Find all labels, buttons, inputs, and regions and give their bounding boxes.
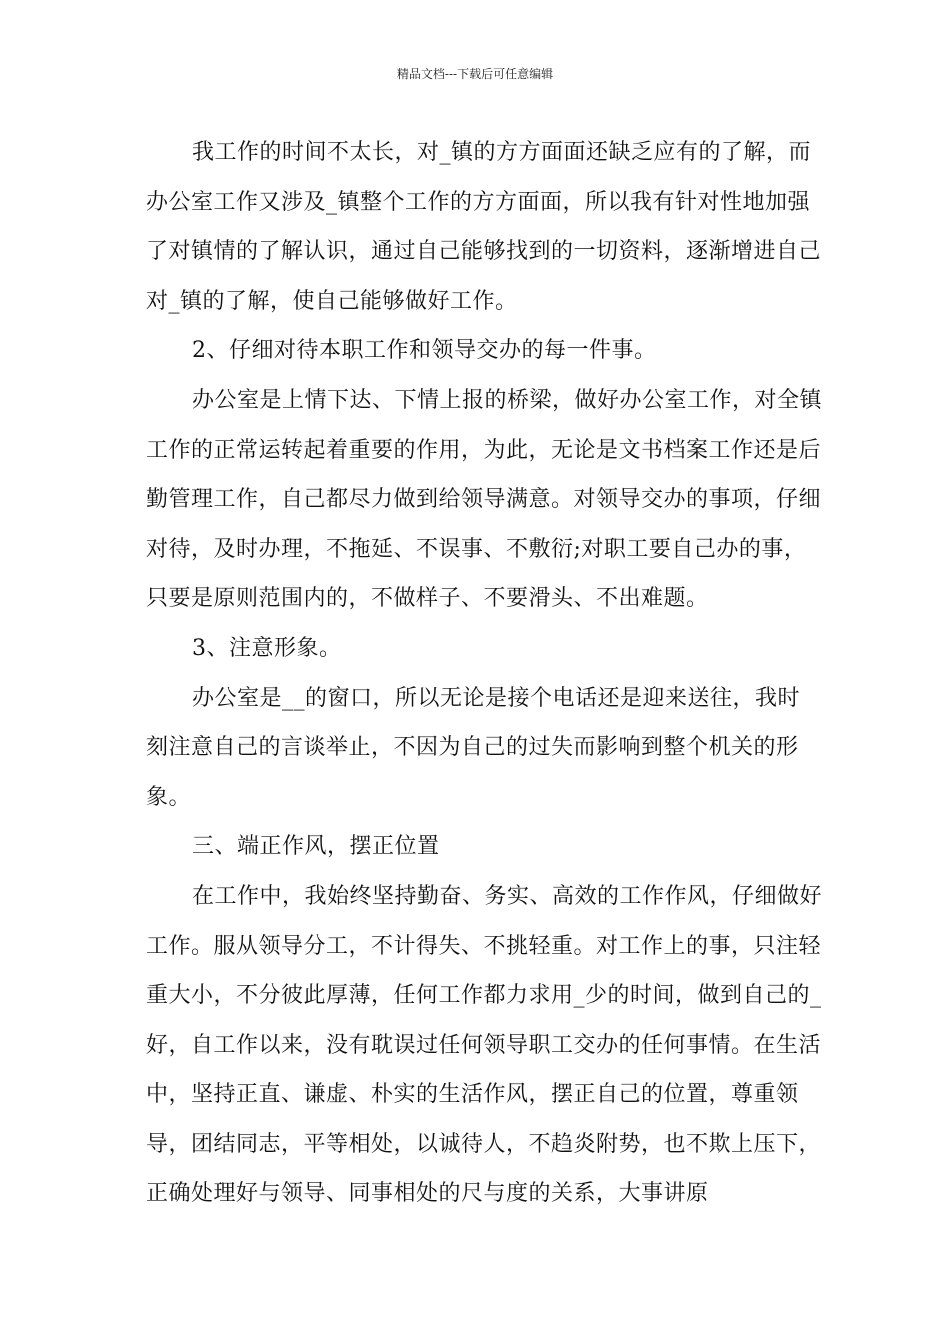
paragraph-understanding-town: 我工作的时间不太长，对_镇的方方面面还缺乏应有的了解，而办公室工作又涉及_镇整个工作的方方面面，所以我有针对性地加强了对镇情的了解认识，通过自己能够找到的一切资料，逐渐增进自己对_镇的了解，使自己能够做好工作。	[146, 140, 822, 314]
document-body	[146, 128, 822, 1219]
paragraph-work-attitude: 在工作中，我始终坚持勤奋、务实、高效的工作作风，仔细做好工作。服从领导分工，不计得失、不挑轻重。对工作上的事，只注轻重大小，不分彼此厚薄，任何工作都力求用_少的时间，做到自己的_好，自工作以来，没有耽误过任何领导职工交办的任何事情。在生活中，坚持正直、谦虚、朴实的生活作风，摆正自己的位置，尊重领导，团结同志，平等相处，以诚待人，不趋炎附势，也不欺上压下，正确处理好与领导、同事相处的尺与度的关系，大事讲原	[146, 883, 823, 1207]
heading-image: 3、注意形象。	[192, 635, 342, 661]
paragraph-office-window: 办公室是__的窗口，所以无论是接个电话还是迎来送往，我时刻注意自己的言谈举止，不因为自己的过失而影响到整个机关的形象。	[146, 685, 801, 810]
page-header: 精品文档---下载后可任意编辑	[396, 67, 554, 81]
heading-work-style: 三、端正作风，摆正位置	[192, 834, 440, 860]
heading-careful-work: 2、仔细对待本职工作和领导交办的每一件事。	[192, 338, 657, 364]
paragraph-office-bridge: 办公室是上情下达、下情上报的桥梁，做好办公室工作，对全镇工作的正常运转起着重要的作用，为此，无论是文书档案工作还是后勤管理工作，自己都尽力做到给领导满意。对领导交办的事项，仔细对待，及时办理，不拖延、不误事、不敷衍;对职工要自己办的事，只要是原则范围内的，不做样子、不要滑头、不出难题。	[146, 387, 823, 612]
